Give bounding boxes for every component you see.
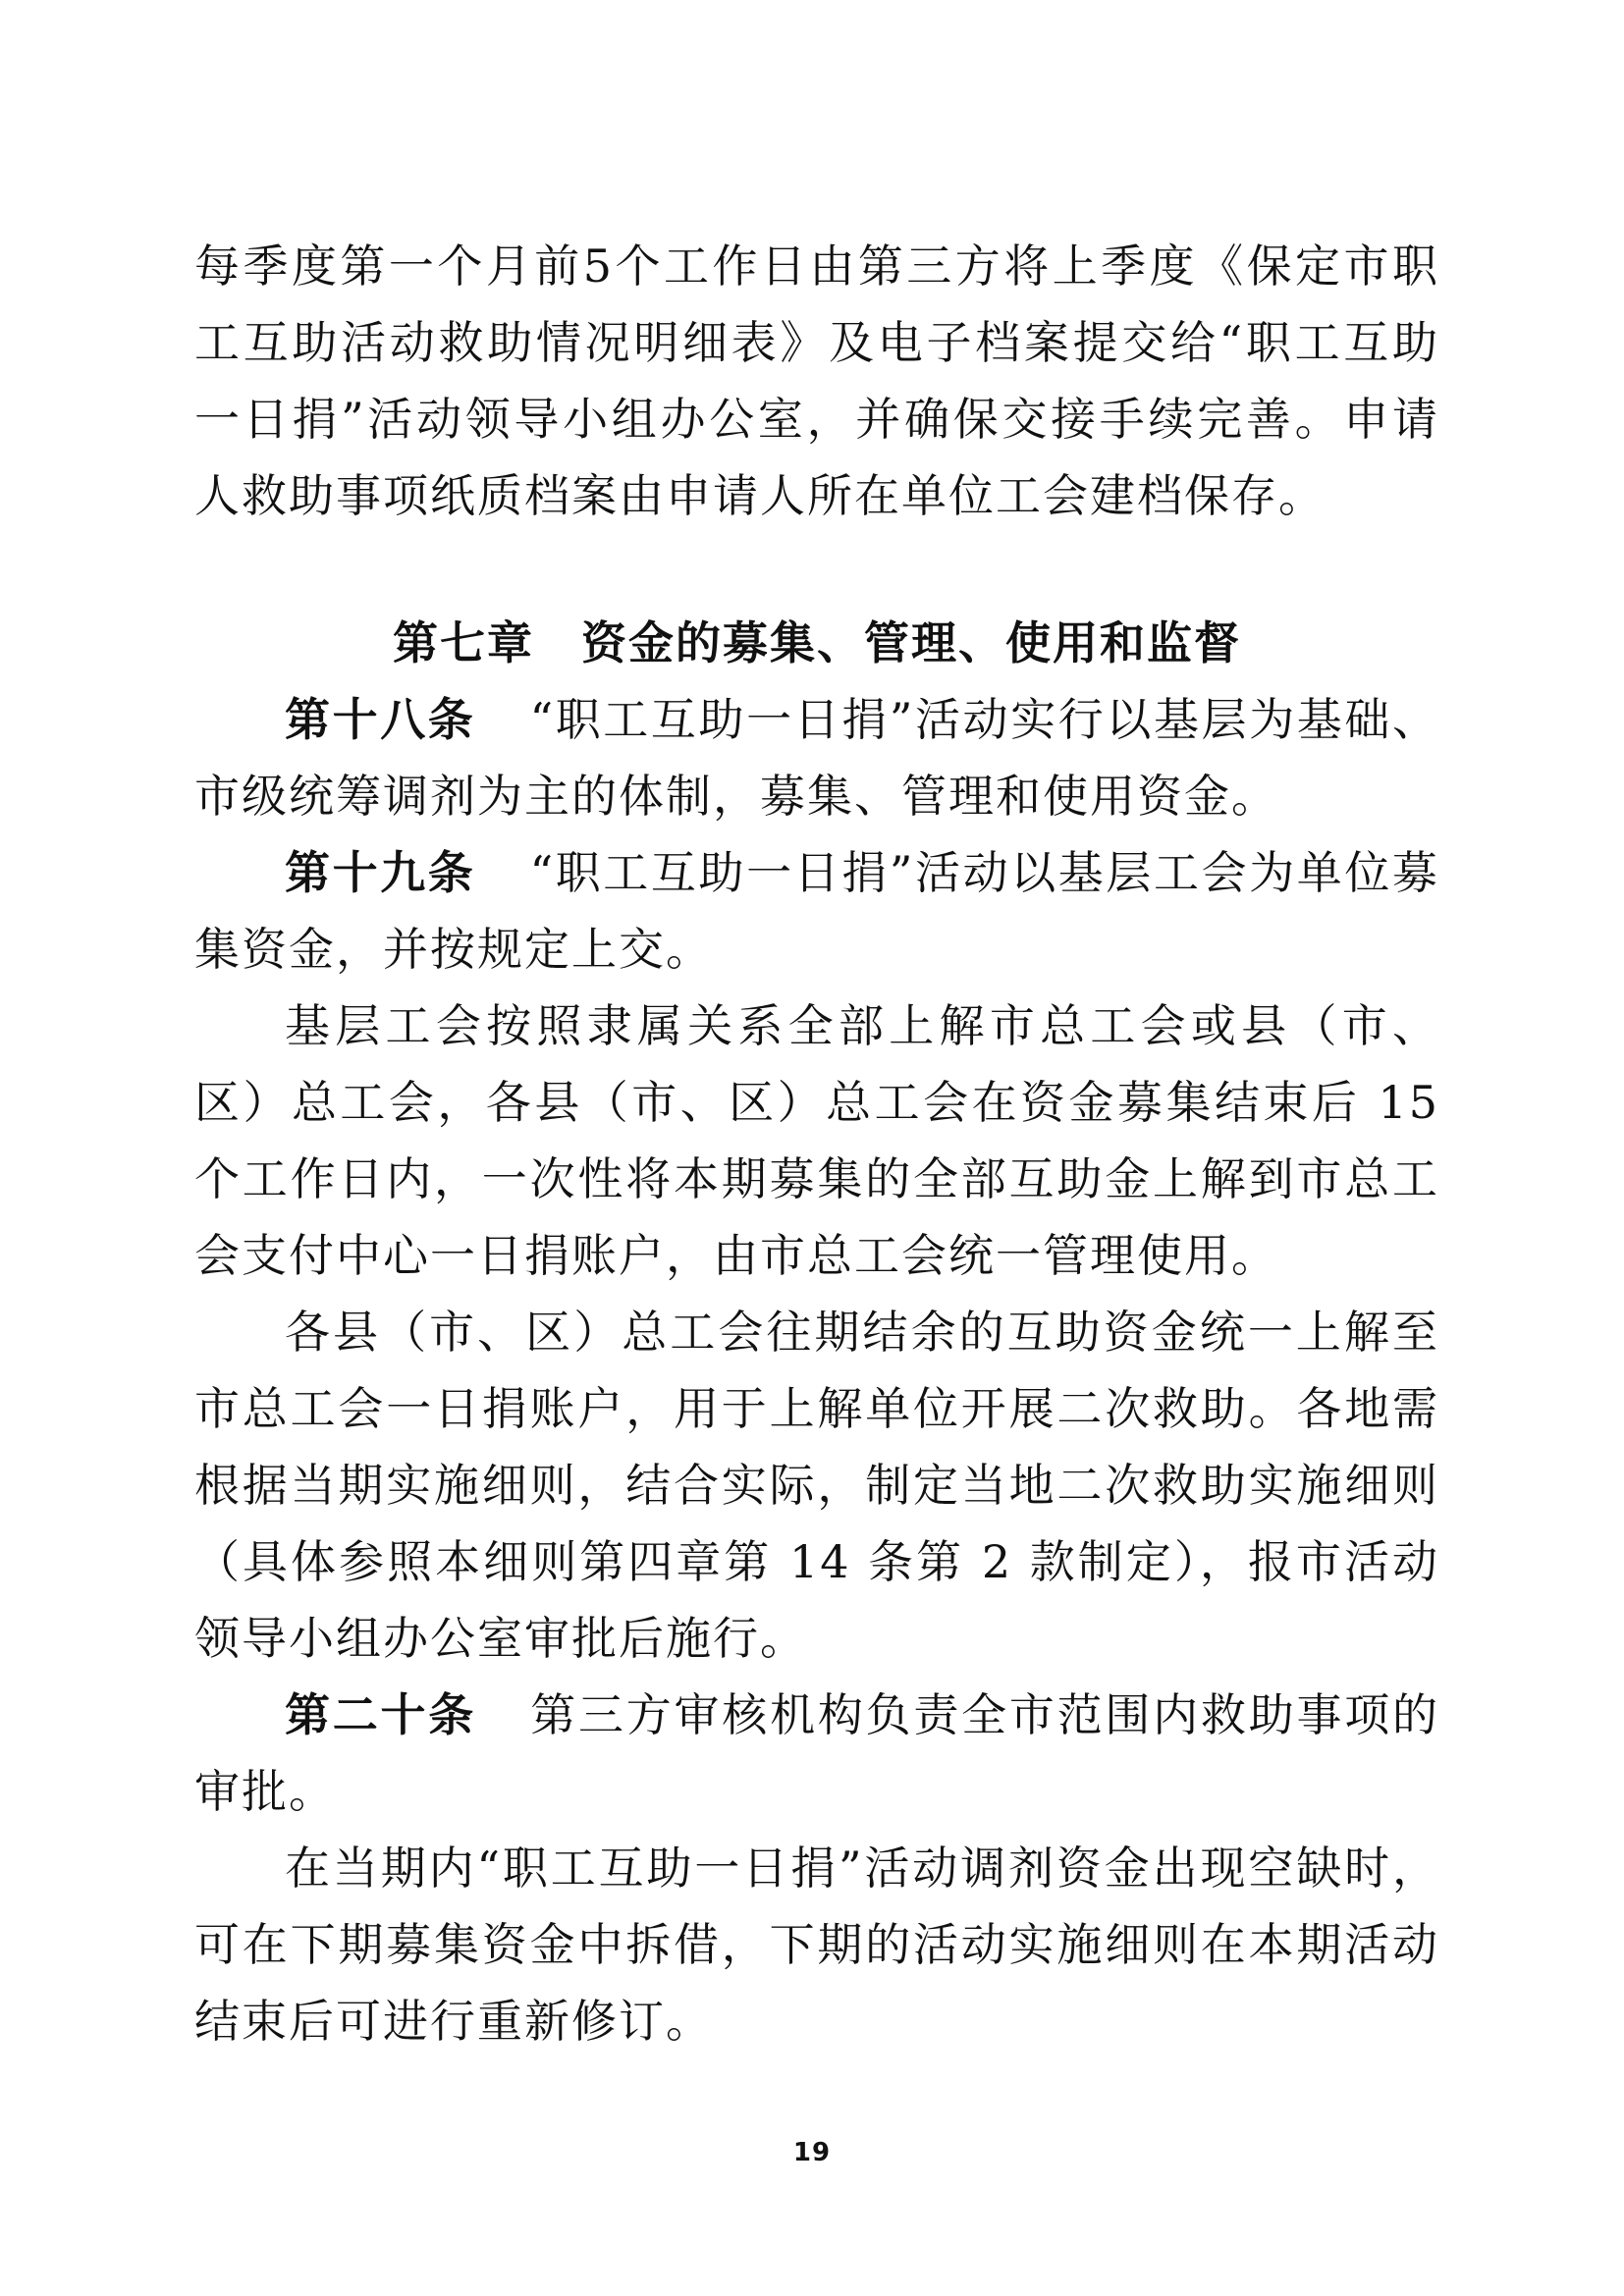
article-18-paragraph (194, 681, 1439, 834)
article-19-paragraph (194, 834, 1439, 988)
fund-remittance-paragraph: 基层工会按照隶属关系全部上解市总工会或县（市、区）总工会，各县（市、区）总工会在资金募集结束后 15 个工作日内，一次性将本期募集的全部互助金上解到市总工会支付中心一日捐账户，由市总工会统一管理使用。 (194, 999, 1439, 1282)
article-18-text: “职工互助一日捐”活动实行以基层为基础、市级统筹调剂为主的体制，募集、管理和使用资金。 (194, 693, 1439, 823)
section-gap (194, 534, 1439, 605)
article-19-label: 第十九条 (285, 846, 476, 899)
continuation-paragraph: 每季度第一个月前5个工作日由第三方将上季度《保定市职工互助活动救助情况明细表》及电子档案提交给“职工互助一日捐”活动领导小组办公室，并确保交接手续完善。申请人救助事项纸质档案由申请人所在单位工会建档保存。 (194, 240, 1439, 522)
chapter-heading: 第七章 资金的募集、管理、使用和监督 (393, 616, 1241, 669)
article-20-label: 第二十条 (285, 1688, 477, 1741)
fund-shortage-paragraph: 在当期内“职工互助一日捐”活动调剂资金出现空缺时，可在下期募集资金中拆借，下期的活动实施细则在本期活动结束后可进行重新修订。 (194, 1842, 1439, 2048)
article-20-paragraph (194, 1677, 1439, 1830)
secondary-aid-paragraph: 各县（市、区）总工会往期结余的互助资金统一上解至市总工会一日捐账户，用于上解单位开展二次救助。各地需根据当期实施细则，结合实际，制定当地二次救助实施细则（具体参照本细则第四章第 14 条第 2 款制定），报市活动领导小组办公室审批后施行。 (194, 1306, 1439, 1665)
article-18-label: 第十八条 (285, 693, 476, 746)
page-number: 19 (792, 2138, 832, 2167)
article-19-text: “职工互助一日捐”活动以基层工会为单位募集资金，并按规定上交。 (194, 846, 1439, 976)
document-body (194, 228, 1439, 2059)
article-20-text: 第三方审核机构负责全市范围内救助事项的审批。 (194, 1688, 1440, 1818)
